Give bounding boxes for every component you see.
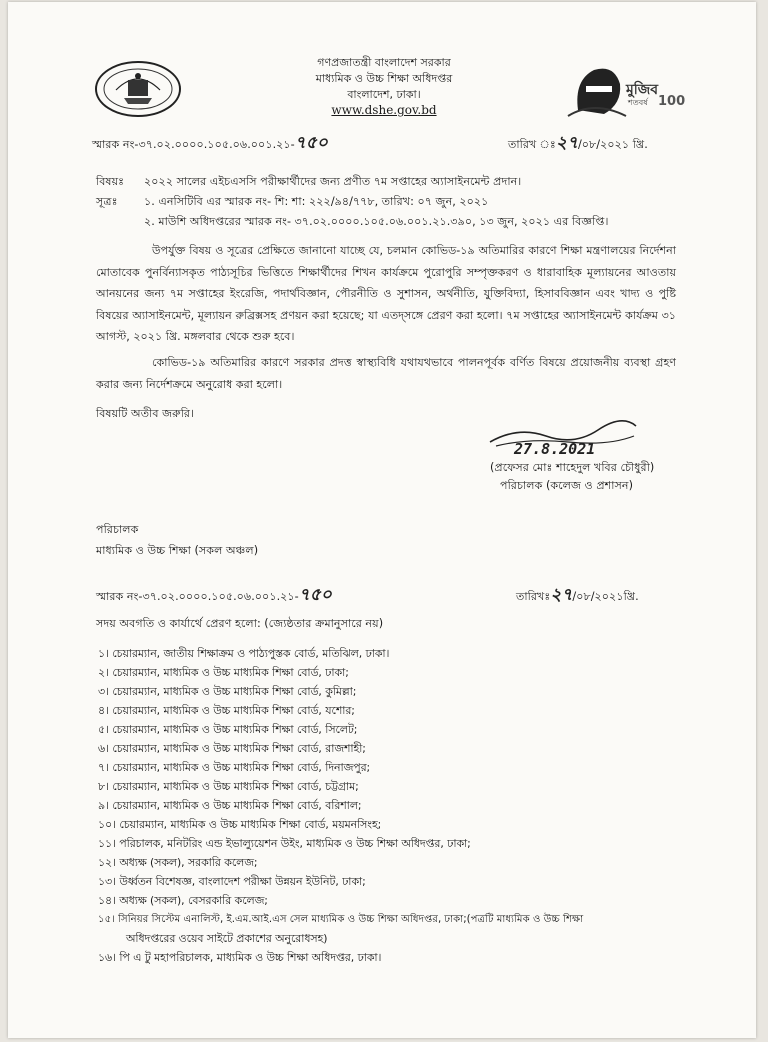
list-item: ৪। চেয়ারম্যান, মাধ্যমিক ও উচ্চ মাধ্যমিক শিক্ষা বোর্ড, যশোর; [98, 704, 355, 717]
dshe-emblem-logo [94, 60, 182, 118]
list-item-continuation: অধিদপ্তরের ওয়েব সাইটে প্রকাশের অনুরোধসহ) [126, 932, 328, 945]
list-item: ৩। চেয়ারম্যান, মাধ্যমিক ও উচ্চ মাধ্যমিক শিক্ষা বোর্ড, কুমিল্লা; [98, 685, 357, 698]
copy-memo-date [516, 585, 639, 605]
list-item: ২। চেয়ারম্যান, মাধ্যমিক ও উচ্চ মাধ্যমিক শিক্ষা বোর্ড, ঢাকা; [98, 666, 349, 679]
copy-list [98, 644, 698, 967]
list-item: ১। চেয়ারম্যান, জাতীয় শিক্ষাক্রম ও পাঠ্যপুস্তক বোর্ড, মতিঝিল, ঢাকা। [98, 647, 390, 660]
memo-date-handwritten: ২৭ [555, 133, 578, 153]
body-paragraph-1: উপর্যুক্ত বিষয় ও সূত্রের প্রেক্ষিতে জানানো যাচ্ছে যে, চলমান কোভিড-১৯ অতিমারির কারণে শিক্ষা মন্ত্রণালয়ের নির্দেশনা মোতাবেক পুনর্বিন্যাসকৃত পাঠ্যসূচির ভিত্তিতে শিক্ষার্থীদের শিখন কার্যক্রমে পুরোপুরি সম্পৃক্তকরণ ও ধারাবাহিক মূল্যায়নের আওতায় আনয়নের জন্য ৭ম সপ্তাহের ইংরেজি, পদার্থবিজ্ঞান, পৌরনীতি ও সুশাসন, অর্থনীতি, যুক্তিবিদ্যা, হিসাববিজ্ঞান এবং খাদ্য ও পুষ্টি বিষয়ের অ্যাসাইনমেন্ট, মূল্যায়ন রুব্রিক্সসহ প্রণয়ন করা হয়েছে; যা এতদ্সঙ্গে প্রেরণ করা হলো। ৭ম সপ্তাহের অ্যাসাইনমেন্ট কার্যক্রম ৩১ আগস্ট, ২০২১ খ্রি. মঙ্গলবার থেকে শুরু হবে। [96, 244, 676, 343]
list-item: ১২। অধ্যক্ষ (সকল), সরকারি কলেজ; [98, 856, 258, 869]
mujib-logo-text: মুজিব [626, 82, 659, 98]
copy-memo-date-handwritten: ২৭ [550, 585, 573, 605]
memo-date [508, 133, 648, 153]
mujib-logo-sub: শতবর্ষ [628, 98, 648, 107]
list-item: ৫। চেয়ারম্যান, মাধ্যমিক ও উচ্চ মাধ্যমিক শিক্ষা বোর্ড, সিলেট; [98, 723, 358, 736]
copy-memo-date-rest: /০৮/২০২১খ্রি. [572, 590, 639, 603]
government-name: গণপ্রজাতন্ত্রী বাংলাদেশ সরকার [317, 56, 451, 69]
source-item: ২. মাউশি অধিদপ্তরের স্মারক নং- ৩৭.০২.০০০০.১০৫.০৬.০০১.২১.৩৯০, ১৩ জুন, ২০২১ এর বিজ্ঞপ্তি। [144, 215, 609, 228]
memo-reference [92, 133, 328, 153]
source-item: ১. এনসিটিবি এর স্মারক নং- শি: শা: ২২২/৯৪/৭৭৮, তারিখ: ০৭ জুন, ২০২১ [144, 195, 489, 208]
copy-memo-date-label: তারিখঃ [516, 590, 551, 603]
memo-date-label: তারিখ ঃ [508, 138, 556, 151]
signatory-name: (প্রফেসর মোঃ শাহেদুল খবির চৌধুরী) [490, 461, 655, 474]
recipient-line-2: মাধ্যমিক ও উচ্চ শিক্ষা (সকল অঞ্চল) [96, 544, 259, 557]
subject-text: ২০২২ সালের এইচএসসি পরীক্ষার্থীদের জন্য প্রণীত ৭ম সপ্তাহের অ্যাসাইনমেন্ট প্রদান। [144, 175, 522, 188]
signatory-designation: পরিচালক (কলেজ ও প্রশাসন) [500, 479, 633, 492]
recipient-line-1: পরিচালক [96, 523, 139, 536]
list-item: ১৫। সিনিয়র সিস্টেম এনালিস্ট, ই.এম.আই.এস সেল মাধ্যমিক ও উচ্চ শিক্ষা অধিদপ্তর, ঢাকা;(পত্রটি মাধ্যমিক ও উচ্চ শিক্ষা [98, 914, 584, 925]
copy-intro: সদয় অবগতি ও কার্যার্থে প্রেরণ হলো: (জ্যেষ্ঠতার ক্রমানুসারে নয়) [96, 617, 384, 630]
list-item: ১১। পরিচালক, মনিটরিং এন্ড ইভাল্যুয়েশন উইং, মাধ্যমিক ও উচ্চ শিক্ষা অধিদপ্তর, ঢাকা; [98, 837, 471, 850]
memo-reference-label: স্মারক নং-৩৭.০২.০০০০.১০৫.০৬.০০১.২১- [92, 138, 295, 151]
copy-memo-reference [96, 585, 332, 605]
list-item: ১৬। পি এ টু মহাপরিচালক, মাধ্যমিক ও উচ্চ শিক্ষা অধিদপ্তর, ঢাকা। [98, 951, 382, 964]
copy-memo-reference-handwritten: ৭৫০ [298, 585, 332, 605]
office-name: মাধ্যমিক ও উচ্চ শিক্ষা অধিদপ্তর [315, 72, 453, 85]
document-page [8, 2, 756, 1038]
memo-date-rest: /০৮/২০২১ খ্রি. [578, 138, 648, 151]
website-link[interactable]: www.dshe.gov.bd [331, 103, 437, 117]
urgent-note: বিষয়টি অতীব জরুরি। [96, 407, 195, 420]
signature-date-handwritten: 27.8.2021 [514, 440, 596, 458]
list-item: ৭। চেয়ারম্যান, মাধ্যমিক ও উচ্চ মাধ্যমিক শিক্ষা বোর্ড, দিনাজপুর; [98, 761, 371, 774]
body-paragraph-2: কোভিড-১৯ অতিমারির কারণে সরকার প্রদত্ত স্বাস্থ্যবিধি যথাযথভাবে পালনপূর্বক বর্ণিত বিষয়ে প্রয়োজনীয় ব্যবস্থা গ্রহণ করার জন্য নির্দেশক্রমে অনুরোধ করা হলো। [96, 356, 676, 391]
source-label: সূত্রঃ [96, 195, 118, 208]
list-item: ১৩। উর্ধ্বতন বিশেষজ্ঞ, বাংলাদেশ পরীক্ষা উন্নয়ন ইউনিট, ঢাকা; [98, 875, 366, 888]
memo-reference-handwritten: ৭৫০ [294, 133, 328, 153]
list-item: ১৪। অধ্যক্ষ (সকল), বেসরকারি কলেজ; [98, 894, 268, 907]
list-item: ১০। চেয়ারম্যান, মাধ্যমিক ও উচ্চ মাধ্যমিক শিক্ষা বোর্ড, ময়মনসিংহ; [98, 818, 382, 831]
office-location: বাংলাদেশ, ঢাকা। [347, 88, 421, 101]
subject-label: বিষয়ঃ [96, 175, 125, 188]
copy-memo-reference-label: স্মারক নং-৩৭.০২.০০০০.১০৫.০৬.০০১.২১- [96, 590, 299, 603]
list-item: ৯। চেয়ারম্যান, মাধ্যমিক ও উচ্চ মাধ্যমিক শিক্ষা বোর্ড, বরিশাল; [98, 799, 362, 812]
mujib-logo-number: 100 [658, 94, 686, 109]
mujib-100-logo [564, 60, 694, 118]
list-item: ৮। চেয়ারম্যান, মাধ্যমিক ও উচ্চ মাধ্যমিক শিক্ষা বোর্ড, চট্টগ্রাম; [98, 780, 359, 793]
list-item: ৬। চেয়ারম্যান, মাধ্যমিক ও উচ্চ মাধ্যমিক শিক্ষা বোর্ড, রাজশাহী; [98, 742, 366, 755]
